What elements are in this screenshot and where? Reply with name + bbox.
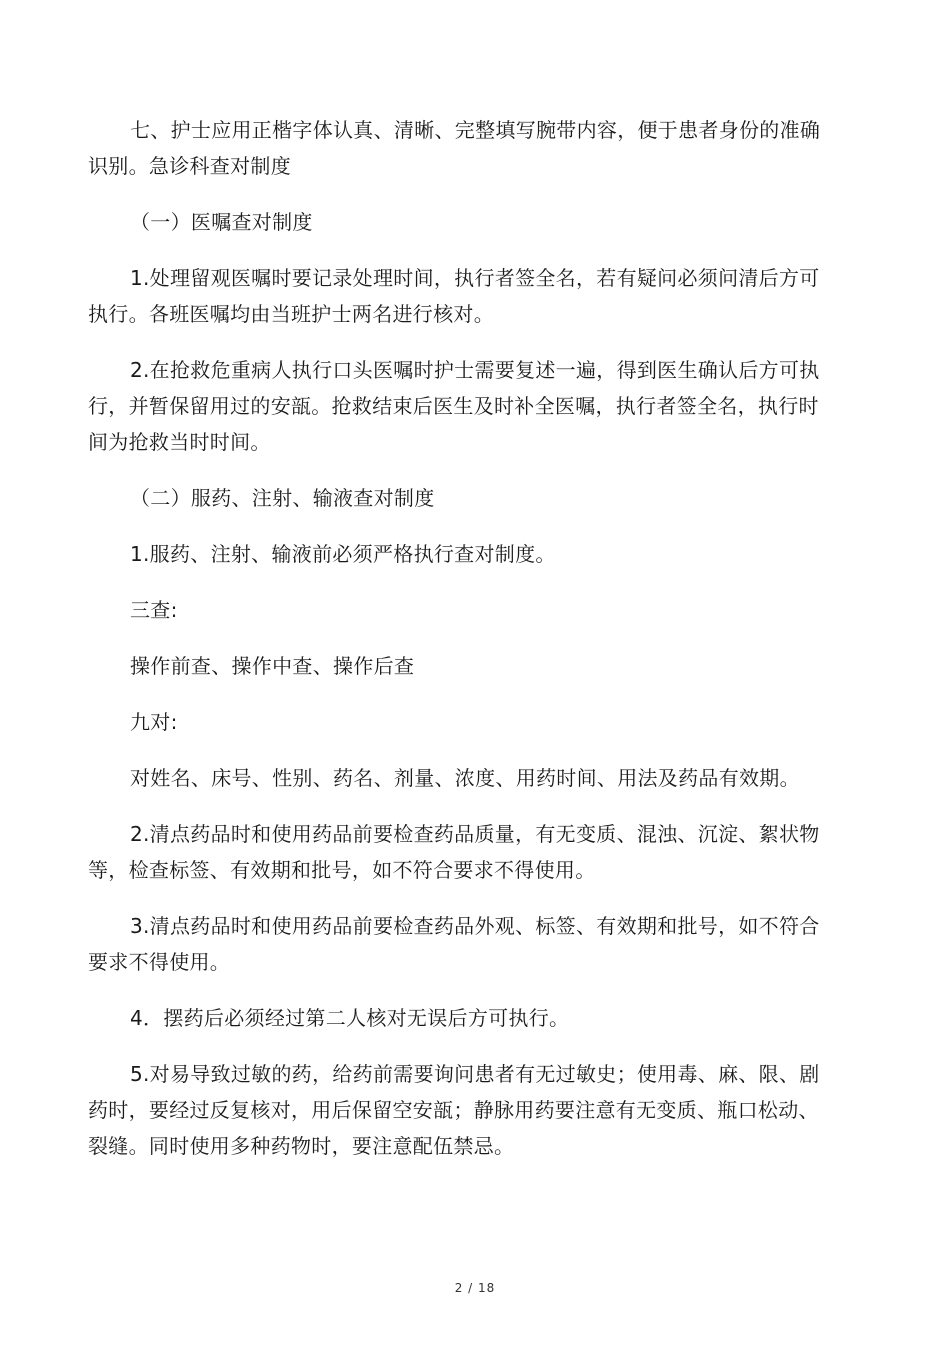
paragraph-med-2: 2.清点药品时和使用药品前要检查药品质量，有无变质、混浊、沉淀、絮状物等，检查标签、有效期和批号，如不符合要求不得使用。 [88,822,820,882]
paragraph-wristband: 七、护士应用正楷字体认真、清晰、完整填写腕带内容，便于患者身份的准确识别。急诊科查对制度 [88,118,821,178]
page-number: 2 / 18 [454,1281,496,1295]
document-body [88,112,823,1184]
paragraph-three-checks: 操作前查、操作中查、操作后查 [130,654,415,678]
paragraph-med-4: 4．摆药后必须经过第二人核对无误后方可执行。 [130,1006,570,1030]
paragraph-nine-verifications: 对姓名、床号、性别、药名、剂量、浓度、用药时间、用法及药品有效期。 [130,766,800,790]
heading-medical-order-check: （一）医嘱查对制度 [130,210,313,234]
paragraph-order-1: 1.处理留观医嘱时要记录处理时间，执行者签全名，若有疑问必须问清后方可执行。各班医嘱均由当班护士两名进行核对。 [88,266,820,326]
paragraph-order-2: 2.在抢救危重病人执行口头医嘱时护士需要复述一遍，得到医生确认后方可执行，并暂保留用过的安瓿。抢救结束后医生及时补全医嘱，执行者签全名，执行时间为抢救当时时间。 [88,358,820,454]
label-nine-verifications: 九对: [130,710,178,734]
paragraph-med-5: 5.对易导致过敏的药，给药前需要询问患者有无过敏史；使用毒、麻、限、剧药时，要经过反复核对，用后保留空安瓿；静脉用药要注意有无变质、瓶口松动、裂缝。同时使用多种药物时，要注意配伍禁忌。 [88,1062,820,1158]
paragraph-med-3: 3.清点药品时和使用药品前要检查药品外观、标签、有效期和批号，如不符合要求不得使用。 [88,914,820,974]
label-three-checks: 三查: [130,598,178,622]
heading-medication-check: （二）服药、注射、输液查对制度 [130,486,435,510]
paragraph-med-1: 1.服药、注射、输液前必须严格执行查对制度。 [130,542,556,566]
